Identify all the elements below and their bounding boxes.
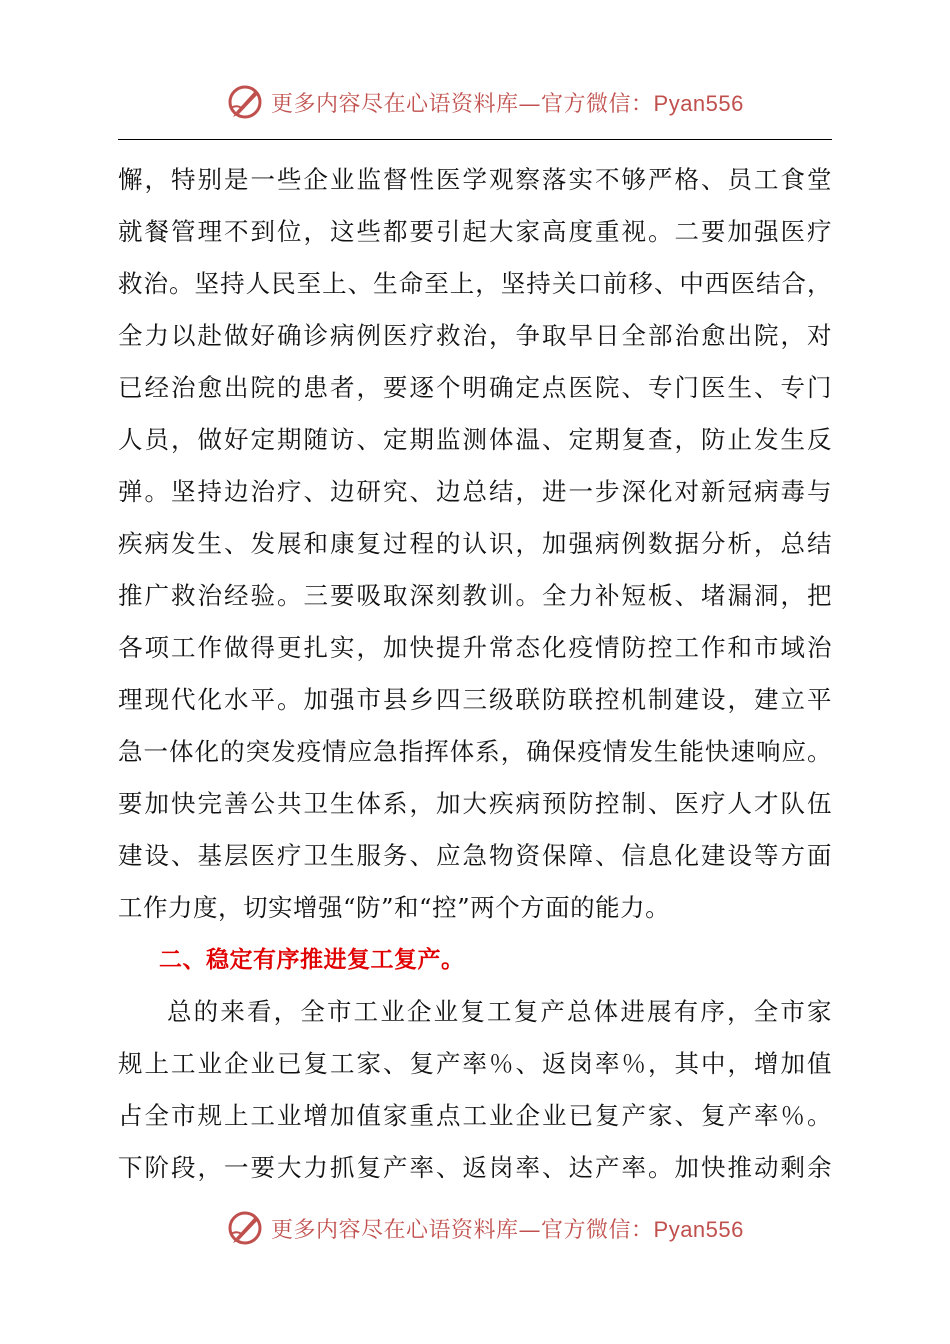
paragraph-line: 总的来看，全市工业企业复工复产总体进展有序，全市家 — [167, 997, 832, 1026]
section-heading: 二、稳定有序推进复工复产。 — [159, 947, 465, 973]
paragraph-line: 各项工作做得更扎实，加快提升常态化疫情防控工作和市域治 — [118, 633, 832, 662]
paragraph-line: 全力以赴做好确诊病例医疗救治，争取早日全部治愈出院，对 — [118, 321, 832, 350]
paragraph-line: 懈，特别是一些企业监督性医学观察落实不够严格、员工食堂 — [118, 165, 832, 194]
paragraph-line: 救治。坚持人民至上、生命至上，坚持关口前移、中西医结合， — [118, 269, 832, 298]
watermark-text — [271, 87, 744, 118]
header-divider — [118, 139, 832, 140]
header-watermark — [225, 82, 744, 122]
paragraph-line: 要加快完善公共卫生体系，加大疾病预防控制、医疗人才队伍 — [118, 789, 832, 818]
paragraph-line: 理现代化水平。加强市县乡四三级联防联控机制建设，建立平 — [118, 685, 832, 714]
paragraph-line: 推广救治经验。三要吸取深刻教训。全力补短板、堵漏洞，把 — [118, 581, 832, 610]
pen-logo-icon — [225, 1208, 265, 1248]
watermark-wechat-id: Pyan556 — [653, 1216, 744, 1242]
paragraph-line: 急一体化的突发疫情应急指挥体系，确保疫情发生能快速响应。 — [118, 737, 832, 766]
watermark-text-cn: 更多内容尽在心语资料库—官方微信： — [271, 91, 654, 117]
paragraph-line: 规上工业企业已复工家、复产率％、返岗率％，其中，增加值 — [118, 1049, 832, 1078]
watermark-wechat-id: Pyan556 — [653, 90, 744, 116]
document-body — [118, 154, 832, 1194]
pen-logo-icon — [225, 82, 265, 122]
paragraph-line: 建设、基层医疗卫生服务、应急物资保障、信息化建设等方面 — [118, 841, 832, 870]
paragraph-line: 工作力度，切实增强“防”和“控”两个方面的能力。 — [118, 893, 671, 922]
paragraph-line: 人员，做好定期随访、定期监测体温、定期复查，防止发生反 — [118, 425, 832, 454]
paragraph-line: 疾病发生、发展和康复过程的认识，加强病例数据分析，总结 — [118, 529, 832, 558]
watermark-text-cn: 更多内容尽在心语资料库—官方微信： — [271, 1217, 654, 1243]
paragraph-line: 就餐管理不到位，这些都要引起大家高度重视。二要加强医疗 — [118, 217, 832, 246]
paragraph-line: 弹。坚持边治疗、边研究、边总结，进一步深化对新冠病毒与 — [118, 477, 832, 506]
paragraph-line: 下阶段，一要大力抓复产率、返岗率、达产率。加快推动剩余 — [118, 1153, 832, 1182]
paragraph-line: 占全市规上工业增加值家重点工业企业已复产家、复产率％。 — [118, 1101, 832, 1130]
watermark-text — [271, 1213, 744, 1244]
paragraph-line: 已经治愈出院的患者，要逐个明确定点医院、专门医生、专门 — [118, 373, 832, 402]
footer-watermark — [225, 1208, 744, 1248]
